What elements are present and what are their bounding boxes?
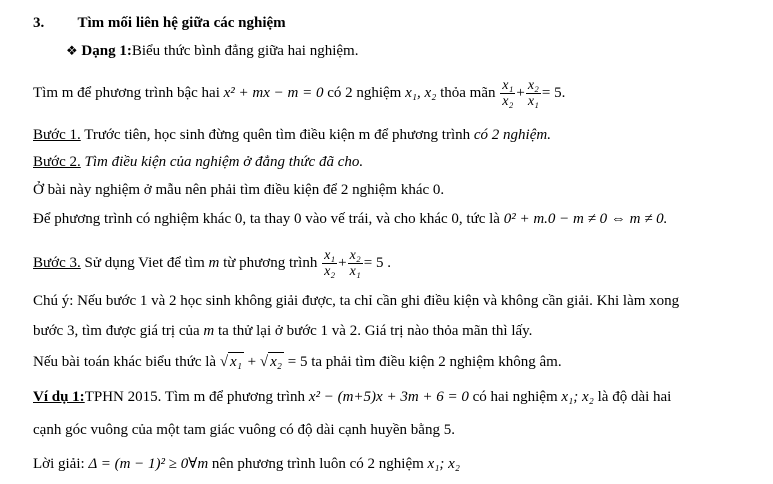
section-heading xyxy=(33,14,286,32)
solution-roots: x₁; x₂ xyxy=(427,456,461,472)
sqrt-note-text-b: ta phải tìm điều kiện 2 nghiệm không âm. xyxy=(307,354,562,370)
diamond-bullet-icon: ❖ xyxy=(66,43,78,58)
section-title: Tìm mối liên hệ giữa các nghiệm xyxy=(77,15,286,31)
dang-line xyxy=(66,42,358,60)
step2-line xyxy=(33,153,363,171)
example-roots: x₁; x₂ xyxy=(561,389,594,405)
example-text-a: TPHN 2015. Tìm m để phương trình xyxy=(84,389,309,405)
step1-text: Trước tiên, học sinh đừng quên tìm điều kiện m để phương trình xyxy=(80,127,474,143)
step3-line xyxy=(33,248,391,279)
sqrt-symbol-icon: √ xyxy=(219,354,229,370)
problem-text-c: thỏa mãn xyxy=(436,84,500,101)
example-text-b: có hai nghiệm xyxy=(468,389,562,405)
solution-line xyxy=(33,455,460,473)
section-number: 3. xyxy=(33,15,45,31)
step2-italic: Tìm điều kiện của nghiệm ở đẳng thức đã cho. xyxy=(80,154,364,170)
sqrt-note-line xyxy=(33,352,562,371)
caution-line-2 xyxy=(33,322,532,340)
problem-fraction-2: $\frac{\text{x₂}}{\text{x₁}}$ xyxy=(527,78,539,109)
caution-m: m xyxy=(203,323,215,339)
problem-rhs: = 5. xyxy=(541,84,566,101)
example-equation: x² − (m+5)x + 3m + 6 = 0 xyxy=(308,389,469,405)
step2-label: Bước 2. xyxy=(33,154,81,170)
step3-fraction-2: $\frac{\text{x₂}}{\text{x₁}}$ xyxy=(349,248,361,279)
note2-text: Để phương trình có nghiệm khác 0, ta thay 0 vào vế trái, và cho khác 0, tức là xyxy=(33,211,504,227)
sqrt-note-text-a: Nếu bài toán khác biểu thức là xyxy=(33,354,220,370)
dang-label: Dạng 1: xyxy=(81,43,132,59)
step3-rhs: = 5 . xyxy=(363,254,391,271)
example-line-2: cạnh góc vuông của một tam giác vuông có độ dài cạnh huyền bằng 5. xyxy=(33,422,455,438)
caution-text-a: bước 3, tìm được giá trị của xyxy=(33,323,204,339)
step3-plus: + xyxy=(338,254,347,271)
step1-italic: có 2 nghiệm. xyxy=(473,127,551,143)
dang-text: Biểu thức bình đẳng giữa hai nghiệm. xyxy=(131,43,359,59)
sqrt-plus: + xyxy=(243,354,260,370)
step3-text2: từ phương trình xyxy=(219,254,322,271)
caution-line-1: Chú ý: Nếu bước 1 và 2 học sinh không giải được, ta chỉ cần ghi điều kiện và không cần giải. Khi làm xong xyxy=(33,293,680,309)
step3-label: Bước 3. xyxy=(33,254,81,271)
problem-roots: x₁, x₂ xyxy=(405,84,437,101)
sqrt-term-1: x₁ xyxy=(230,354,242,370)
example-label: Ví dụ 1: xyxy=(33,389,85,405)
problem-text-b: có 2 nghiệm xyxy=(323,84,406,101)
problem-line xyxy=(33,78,565,109)
sqrt-symbol-icon: √ xyxy=(259,354,269,370)
solution-formula: Δ = (m − 1)² ≥ 0∀m xyxy=(88,456,209,472)
note2-formula: 0² + m.0 − m ≠ 0 ⇔ m ≠ 0. xyxy=(503,211,668,227)
sqrt-term-2: x₂ xyxy=(270,354,282,370)
solution-text: nên phương trình luôn có 2 nghiệm xyxy=(208,456,428,472)
step3-fraction-1: $\frac{\text{x₁}}{\text{x₂}}$ xyxy=(324,248,336,279)
note1-line: Ở bài này nghiệm ở mẫu nên phải tìm điều kiện để 2 nghiệm khác 0. xyxy=(33,182,445,198)
step3-m: m xyxy=(208,254,220,271)
note2-line xyxy=(33,210,667,228)
example-line-1 xyxy=(33,388,671,406)
problem-equation: x² + mx − m = 0 xyxy=(223,84,324,101)
sqrt-eq: = 5 xyxy=(284,354,308,370)
problem-fraction-1: $\frac{\text{x₁}}{\text{x₂}}$ xyxy=(502,78,514,109)
step3-text: Sử dụng Viet để tìm xyxy=(80,254,209,271)
step1-line xyxy=(33,126,551,144)
step1-label: Bước 1. xyxy=(33,127,81,143)
problem-plus: + xyxy=(516,84,525,101)
problem-text-a: Tìm m để phương trình bậc hai xyxy=(33,84,224,101)
example-text-c: là độ dài hai xyxy=(593,389,672,405)
solution-label: Lời giải: xyxy=(33,456,89,472)
caution-text-b: ta thử lại ở bước 1 và 2. Giá trị nào thỏa mãn thì lấy. xyxy=(214,323,533,339)
